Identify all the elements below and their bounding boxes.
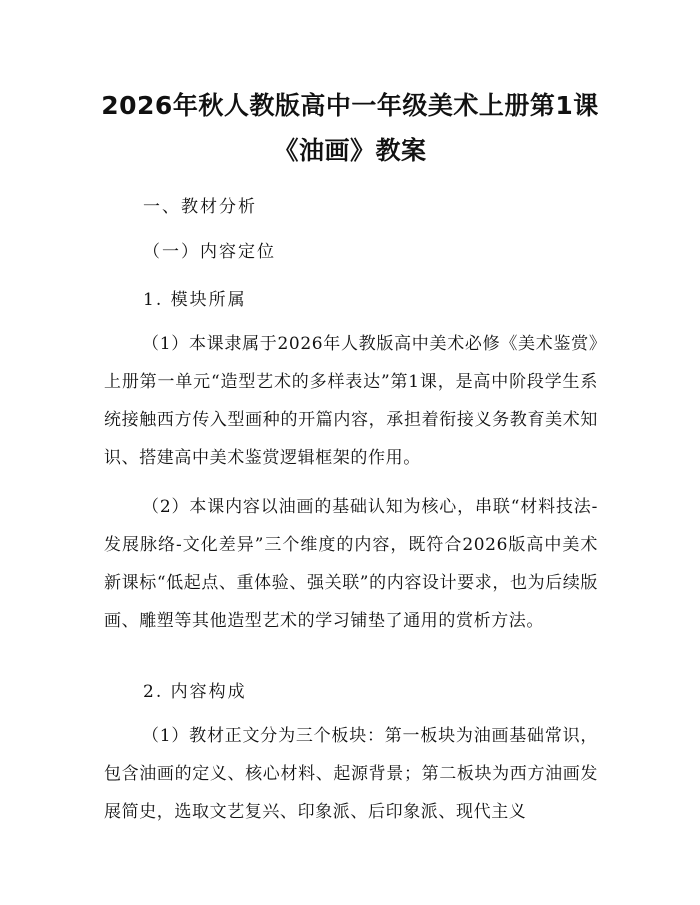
- paragraph-course-core-content: （2）本课内容以油画的基础认知为核心，串联“材料技法-发展脉络-文化差异”三个维度的内容，既符合2026版高中美术新课标“低起点、重体验、强关联”的内容设计要求，也为后续版画、雕塑等其他造型艺术的学习铺垫了通用的赏析方法。: [104, 497, 598, 631]
- document-title-line-2: 《油画》教案: [273, 136, 427, 165]
- subsection-heading-content-positioning: （一）内容定位: [143, 242, 276, 262]
- document-title-line-1: 2026年秋人教版高中一年级美术上册第1课: [101, 91, 599, 120]
- item-heading-content-composition: 2. 内容构成: [143, 682, 247, 702]
- item-heading-module-affiliation: 1. 模块所属: [143, 290, 247, 310]
- paragraph-textbook-structure: （1）教材正文分为三个板块：第一板块为油画基础常识，包含油画的定义、核心材料、起源背景；第二板块为西方油画发展简史，选取文艺复兴、印象派、后印象派、现代主义: [104, 726, 598, 822]
- section-heading-teaching-material-analysis: 一、教材分析: [143, 197, 257, 217]
- paragraph-course-affiliation: （1）本课隶属于2026年人教版高中美术必修《美术鉴赏》上册第一单元“造型艺术的多样表达”第1课，是高中阶段学生系统接触西方传入型画种的开篇内容，承担着衔接义务教育美术知识、搭建高中美术鉴赏逻辑框架的作用。: [104, 334, 598, 468]
